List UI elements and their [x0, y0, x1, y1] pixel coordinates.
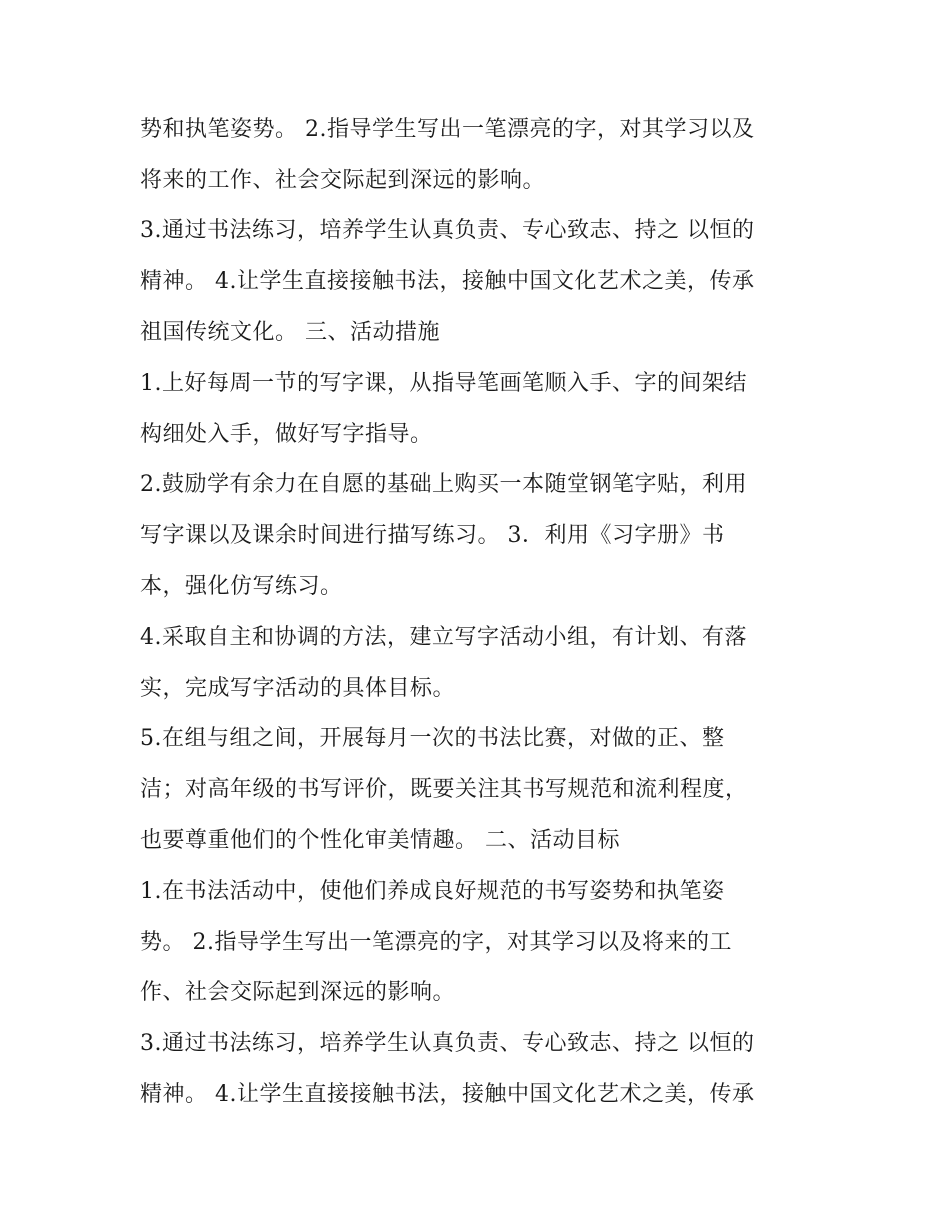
- text-line: 祖国传统文化。 三、活动措施: [140, 320, 440, 345]
- text-line: 写字课以及课余时间进行描写练习。 3．利用《习字册》书: [140, 523, 725, 548]
- text-line: 构细处入手，做好写字指导。: [140, 422, 433, 447]
- text-line: 洁；对高年级的书写评价，既要关注其书写规范和流利程度，: [140, 777, 748, 802]
- text-line: 精神。 4.让学生直接接触书法，接触中国文化艺术之美，传承: [140, 269, 755, 294]
- text-line: 精神。 4.让学生直接接触书法，接触中国文化艺术之美，传承: [140, 1082, 755, 1107]
- text-line: 2.鼓励学有余力在自愿的基础上购买一本随堂钢笔字贴，利用: [140, 472, 747, 497]
- text-line: 3.通过书法练习，培养学生认真负责、专心致志、持之 以恒的: [140, 218, 755, 243]
- text-line: 1.上好每周一节的写字课，从指导笔画笔顺入手、字的间架结: [140, 371, 747, 396]
- text-line: 势。 2.指导学生写出一笔漂亮的字，对其学习以及将来的工: [140, 930, 732, 955]
- text-line: 4.采取自主和协调的方法，建立写字活动小组，有计划、有落: [140, 625, 747, 650]
- text-line: 5.在组与组之间，开展每月一次的书法比赛，对做的正、整: [140, 726, 725, 751]
- text-line: 作、社会交际起到深远的影响。: [140, 980, 456, 1005]
- text-line: 本，强化仿写练习。: [140, 574, 343, 599]
- text-line: 势和执笔姿势。 2.指导学生写出一笔漂亮的字，对其学习以及: [140, 117, 755, 142]
- text-line: 1.在书法活动中，使他们养成良好规范的书写姿势和执笔姿: [140, 879, 725, 904]
- text-line: 将来的工作、社会交际起到深远的影响。: [140, 168, 546, 193]
- text-line: 实，完成写字活动的具体目标。: [140, 676, 456, 701]
- text-line: 3.通过书法练习，培养学生认真负责、专心致志、持之 以恒的: [140, 1031, 755, 1056]
- text-line: 也要尊重他们的个性化审美情趣。 二、活动目标: [140, 828, 620, 853]
